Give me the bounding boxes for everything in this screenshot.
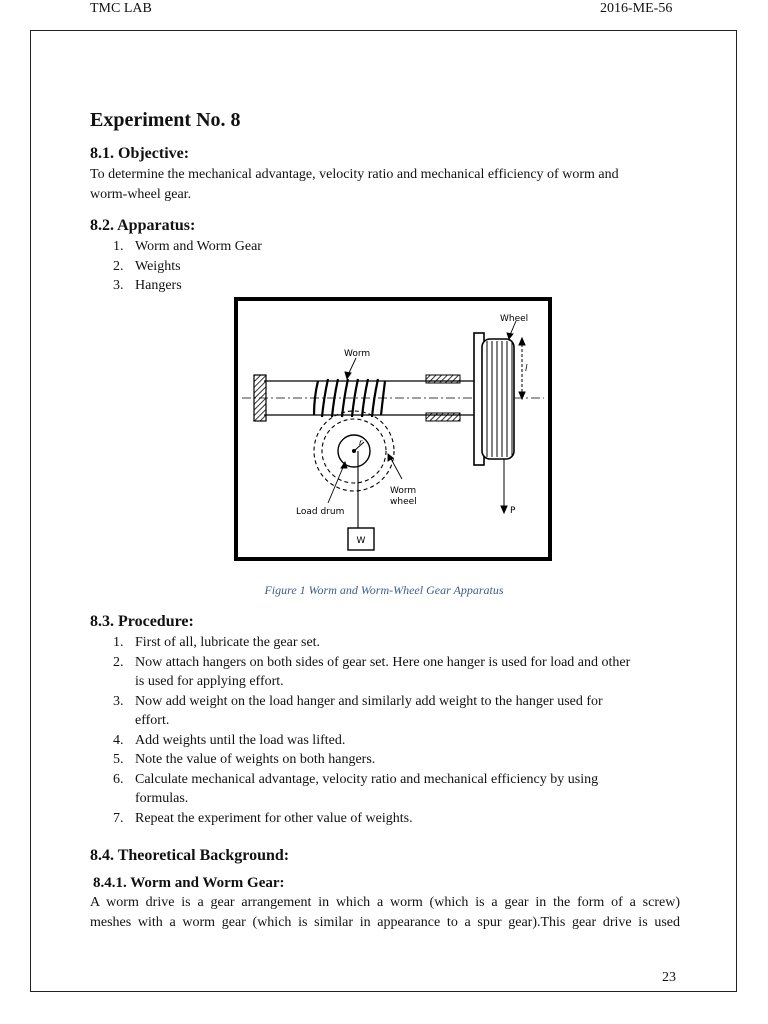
objective-heading: 8.1. Objective: [90, 145, 190, 162]
label-worm: Worm [344, 349, 371, 359]
dim-label-l: l [525, 364, 528, 374]
apparatus-figure [234, 297, 552, 561]
procedure-step: 5. Note the value of weights on both hangers. [113, 752, 376, 767]
procedure-step: 4. Add weights until the load was lifted. [113, 732, 346, 748]
theory-heading: 8.4. Theoretical Background: [90, 847, 290, 864]
apparatus-heading: 8.2. Apparatus: [90, 217, 196, 234]
label-wheel: Wheel [500, 314, 529, 324]
label-w: W [356, 536, 366, 546]
theory-paragraph [90, 893, 680, 932]
apparatus-item: 1. Worm and Worm Gear [113, 239, 262, 254]
experiment-title: Experiment No. 8 [90, 109, 241, 131]
figure-caption: Figure 1 Worm and Worm-Wheel Gear Apparatus [264, 583, 504, 597]
procedure-step: 3. Now add weight on the load hanger and similarly add weight to the hanger used for effort. [113, 693, 603, 728]
wheel-pulley [474, 333, 514, 465]
procedure-heading: 8.3. Procedure: [90, 613, 194, 630]
label-worm-wheel-line2: wheel [390, 497, 417, 507]
header-left: TMC LAB [90, 1, 152, 16]
label-p: P [510, 506, 516, 516]
apparatus-item: 3. Hangers [113, 278, 182, 293]
label-load-drum: Load drum [296, 507, 345, 517]
effort-hanger [501, 459, 507, 513]
dim-label-r: r [359, 438, 363, 447]
theory-line-2: meshes with a worm gear (which is similar in appearance to a spur gear).This gear drive is used [90, 914, 680, 930]
procedure-list [113, 633, 673, 828]
apparatus-item: 2. Weights [113, 258, 181, 274]
procedure-step: 2. Now attach hangers on both sides of gear set. Here one hanger is used for load and other is used for applying effort. [113, 654, 631, 689]
objective-text [90, 165, 680, 204]
page-number: 23 [662, 970, 676, 985]
header-right: 2016-ME-56 [600, 1, 673, 16]
worm-gear-subheading: 8.4.1. Worm and Worm Gear: [93, 875, 285, 891]
procedure-step: 6. Calculate mechanical advantage, velocity ratio and mechanical efficiency by using formulas. [113, 771, 599, 806]
procedure-step: 7. Repeat the experiment for other value of weights. [113, 810, 413, 826]
objective-line-2: worm-wheel gear. [90, 186, 192, 202]
objective-line-1: To determine the mechanical advantage, velocity ratio and mechanical efficiency of worm and [90, 167, 619, 182]
label-worm-wheel-line1: Worm [390, 486, 417, 496]
worm-gear-diagram [238, 301, 548, 557]
theory-line-1: A worm drive is a gear arrangement in which a worm (which is a gear in the form of a screw) [90, 895, 680, 910]
procedure-step: 1. First of all, lubricate the gear set. [113, 635, 321, 650]
left-bearing [254, 375, 266, 421]
apparatus-list [113, 237, 513, 296]
